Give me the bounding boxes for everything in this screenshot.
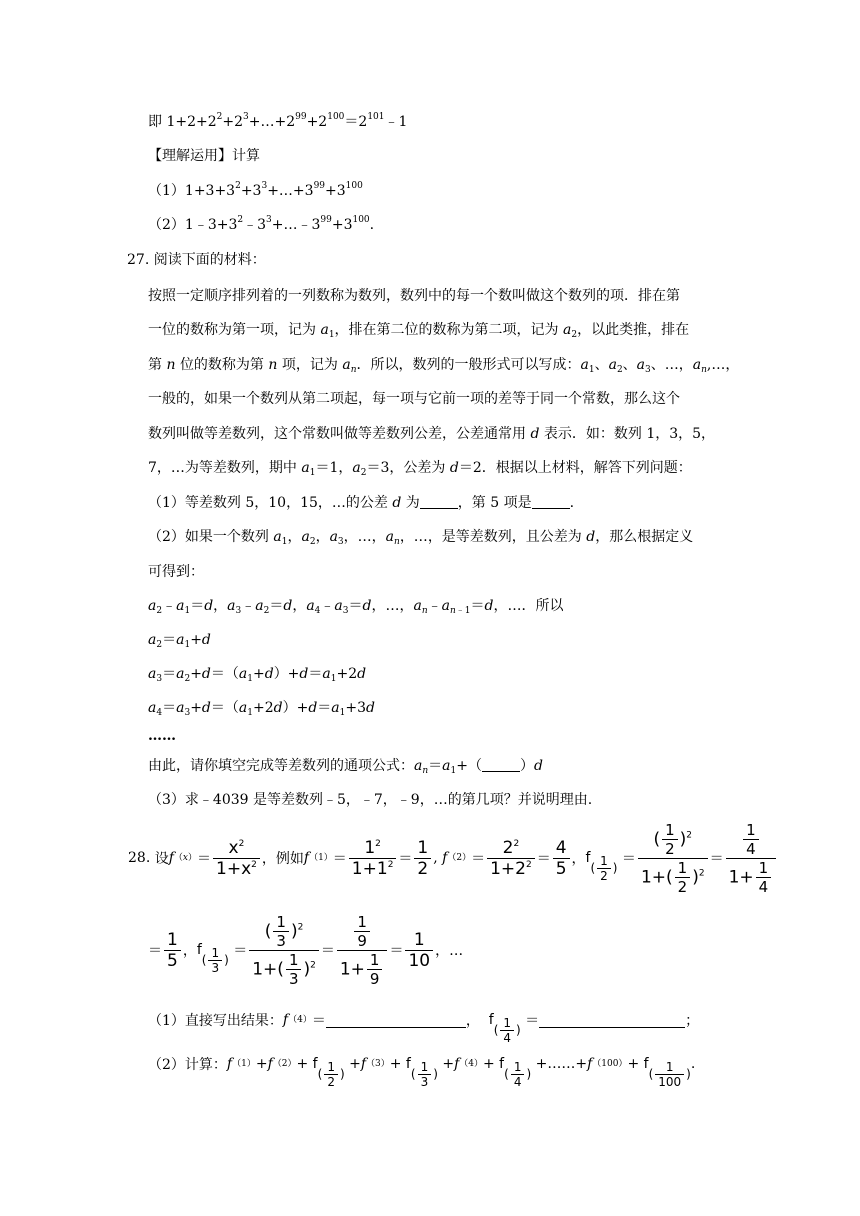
section-label: 【理解运用】计算 [148,148,260,164]
paragraph-line: 可得到： [148,564,204,580]
paragraph-line: 第 n 位的数称为第 n 项，记为 $a_n$．所以，数列的一般形式可以写成：$a_1$、$a_2$、$a_3$、…，$a_n,\dots$， [148,357,740,375]
problem-28-example: ＝ $\frac{1}{5}$ ， f ( $\frac{1}{3}$ ) ＝ ( $\frac{1}{3}$ )$^2$ 1+( $\frac{1}{3}$ )$^2$ ＝ $\frac{1}{9}$ 1+ $\frac{1}{9}$ ＝ $\frac{1}{10}$ ，… [148,912,464,988]
question-3: （3）求﹣4039 是等差数列﹣5，﹣7，﹣9，…的第几项？并说明理由. [148,792,593,808]
ellipsis: …… [148,728,176,744]
question-1: $(1)1+3+3^2+3^3+\dots+3^{99}+3^{100}$ [148,181,363,199]
problem-27-header [127,250,266,270]
paragraph-line: 一位的数称为第一项，记为 $a_1$，排在第二位的数称为第二项，记为 $a_2$，以此类推，排在 [148,322,690,340]
formula-line: $a_2﹣a_1=d$，$a_3﹣a_2=d$，$a_4﹣a_3=d$，…，$a_n﹣a_{n﹣1}=d$，…．所以 [148,598,564,616]
paragraph-line: 7，…为等差数列，期中 $a_1=1$，$a_2=3$，公差为 d＝2．根据以上材料，解答下列问题： [148,460,692,478]
question-1: （1）直接写出结果： f （4） ＝ ， f ( $\frac{1}{4}$ ) ＝ ； [148,1012,700,1045]
answer-blank[interactable] [482,757,520,772]
paragraph-line: 数列叫做等差数列，这个常数叫做等差数列公差，公差通常用 d 表示．如：数列 1，3，5， [148,426,716,442]
fill-general-formula: 由此，请你填空完成等差数列的通项公式：$a_n=a_1+$（ ）d [148,758,543,776]
question-2: （2）计算： f （1） + f （2） + f ( $\frac{1}{2}$ ) + f （3） + f ( $\frac{1}{3}$ ) + f （4） + f ( $\frac{1}{4}$ ) +……+ f （100） + f ( $\frac{1}{100}$ ) . [148,1056,696,1089]
problem-title: 阅读下面的材料： [153,252,266,268]
answer-blank[interactable] [532,494,570,509]
problem-number: 28. [128,850,151,866]
formula-line: $a_4=a_3+d=(a_1+2d)+d=a_1+3d$ [148,700,375,718]
question-2: （2）如果一个数列 $a_1$，$a_2$，$a_3$，…，$a_n$，…，是等差数列，且公差为 d，那么根据定义 [148,529,694,547]
answer-blank[interactable] [539,1013,685,1028]
paragraph-line: 按照一定顺序排列着的一列数称为数列，数列中的每一个数叫做这个数列的项．排在第 [148,288,680,304]
formula-line: $a_3=a_2+d=(a_1+d)+d=a_1+2d$ [148,666,367,684]
problem-28-definition: 28. 设 f （x） ＝ $\frac{x^2}{1+x^2}$ ，例如 f （1） ＝ $\frac{1^2}{1+1^2}$ ＝ $\frac{1}{2}$ , f （2） ＝ $\frac{2^2}{1+2^2}$ ＝ $\frac{4}{5}$ ， f ( $\frac{1}{2}$ ) ＝ ( $\frac{1}{2}$ )$^2$ 1+( $\frac{1}{2}$ )$^2$ ＝ $\frac{1}{4}$ 1+ $\frac{1}{4}$ [128,818,778,898]
problem-number: 27. [127,252,150,268]
question-1: （1）等差数列 5，10，15，…的公差 d 为 ，第 5 项是 . [148,495,575,511]
question-2: $(2)1﹣3+3^2﹣3^3+\dots﹣3^{99}+3^{100}$. [148,215,375,233]
result-formula: 即 $1+2+2^2+2^3+\dots+2^{99}+2^{100}=2^{101}﹣1$ [148,112,408,130]
paragraph-line: 一般的，如果一个数列从第二项起，每一项与它前一项的差等于同一个常数，那么这个 [148,391,680,407]
formula-line: $a_2=a_1+d$ [148,632,211,650]
answer-blank[interactable] [326,1013,466,1028]
answer-blank[interactable] [420,494,458,509]
